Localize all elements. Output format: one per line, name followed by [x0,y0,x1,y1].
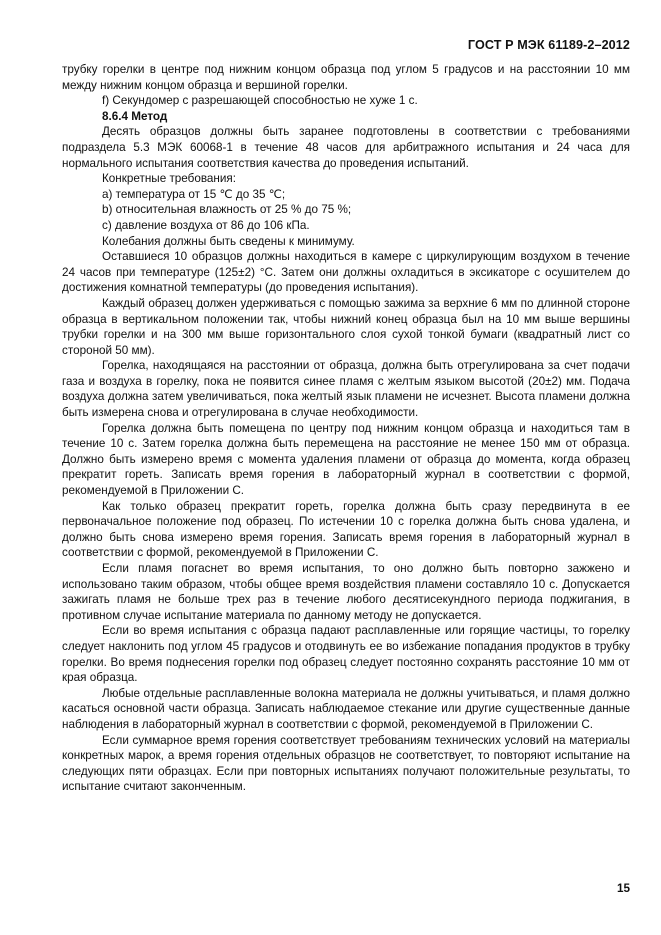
list-item-b: b) относительная влажность от 25 % до 75 %; [102,203,352,217]
paragraph: Оставшиеся 10 образцов должны находиться в камере с циркулирующим воздухом в течение 24 часов при температуре (125±2) °С. Затем они должны охладиться в эксикаторе с осушителем до достижения комнатной температуры (до проведения испытания). [62,250,630,295]
list-item-f: f) Секундомер с разрешающей способностью не хуже 1 с. [102,94,418,108]
paragraph: Колебания должны быть сведены к минимуму. [102,234,355,248]
paragraph: Если пламя погаснет во время испытания, то оно должно быть повторно зажжено и использовано таким образом, чтобы общее время воздействия пламени составляло 10 с. Допускается зажигать пламя не больше трех раз в течение любого десятисекундного периода поджигания, в противном случае испытание материала по данному методу не допускается. [62,562,630,622]
paragraph-continuation: трубку горелки в центре под нижним концом образца под углом 5 градусов и на расстоянии 10 мм между нижним концом образца и вершиной горелки. [62,63,630,92]
paragraph: Горелка должна быть помещена по центру под нижним концом образца и находиться там в течение 10 с. Затем горелка должна быть перемещена на расстояние не менее 150 мм от образца. Должно быть измерено время с момента удаления пламени от образца до момента, когда образец прекратит гореть. Записать время горения в лабораторный журнал в соответствии с формой, рекомендуемой в Приложении С. [62,421,630,498]
document-header: ГОСТ Р МЭК 61189-2–2012 [467,38,630,52]
paragraph: Как только образец прекратит гореть, горелка должна быть сразу передвинута в ее первоначальное положение под образец. По истечении 10 с горелка должна быть снова удалена, и должно быть снова измерено время горения. Записать время горения в лабораторный журнал в соответствии с формой, рекомендуемой в Приложении С. [62,499,630,560]
paragraph: Если суммарное время горения соответствует требованиям технических условий на материалы конкретных марок, а время горения отдельных образцов не соответствует, то повторяют испытание на следующих пяти образцах. Если при повторных испытаниях получают положительные результаты, то испытание считают законченным. [62,733,630,794]
paragraph: Если во время испытания с образца падают расплавленные или горящие частицы, то горелку следует наклонить под углом 45 градусов и отодвинуть ее во избежание попадания продуктов в трубку горелки. Во время поднесения горелки под образец следует постоянно сохранять расстояние 10 мм от края образца. [62,624,630,685]
list-item-c: c) давление воздуха от 86 до 106 кПа. [102,218,310,232]
document-body [62,62,630,795]
list-item-a: a) температура от 15 ℃ до 35 ℃; [102,187,286,201]
paragraph: Десять образцов должны быть заранее подготовлены в соответствии с требованиями подраздела 5.3 МЭК 60068-1 в течение 48 часов для арбитражного испытания и 24 часа для нормального испытания соответствия качества до проведения испытаний. [62,125,630,170]
paragraph: Горелка, находящаяся на расстоянии от образца, должна быть отрегулирована за счет подачи газа и воздуха в горелку, пока не появится синее пламя с желтым языком высотой (20±2) мм. Подача воздуха должна затем увеличиваться, пока желтый язык пламени не исчезнет. Высота пламени должна быть измерена снова и отрегулирована в случае необходимости. [62,359,630,420]
page-number: 15 [616,882,630,895]
paragraph: Каждый образец должен удерживаться с помощью зажима за верхние 6 мм по длинной стороне образца в вертикальном положении так, чтобы нижний конец образца был на 10 мм выше вершины трубки горелки и на 300 мм выше горизонтального слоя сухой тонкой бумаги (квадратный лист со стороной 50 мм). [62,296,630,357]
paragraph: Любые отдельные расплавленные волокна материала не должны учитываться, и пламя должно касаться основной части образца. Записать наблюдаемое стекание или другие существенные данные наблюдения в лабораторный журнал в соответствии с формой, рекомендуемой в Приложении С. [62,686,630,731]
section-heading: 8.6.4 Метод [102,109,168,123]
paragraph: Конкретные требования: [102,172,236,186]
